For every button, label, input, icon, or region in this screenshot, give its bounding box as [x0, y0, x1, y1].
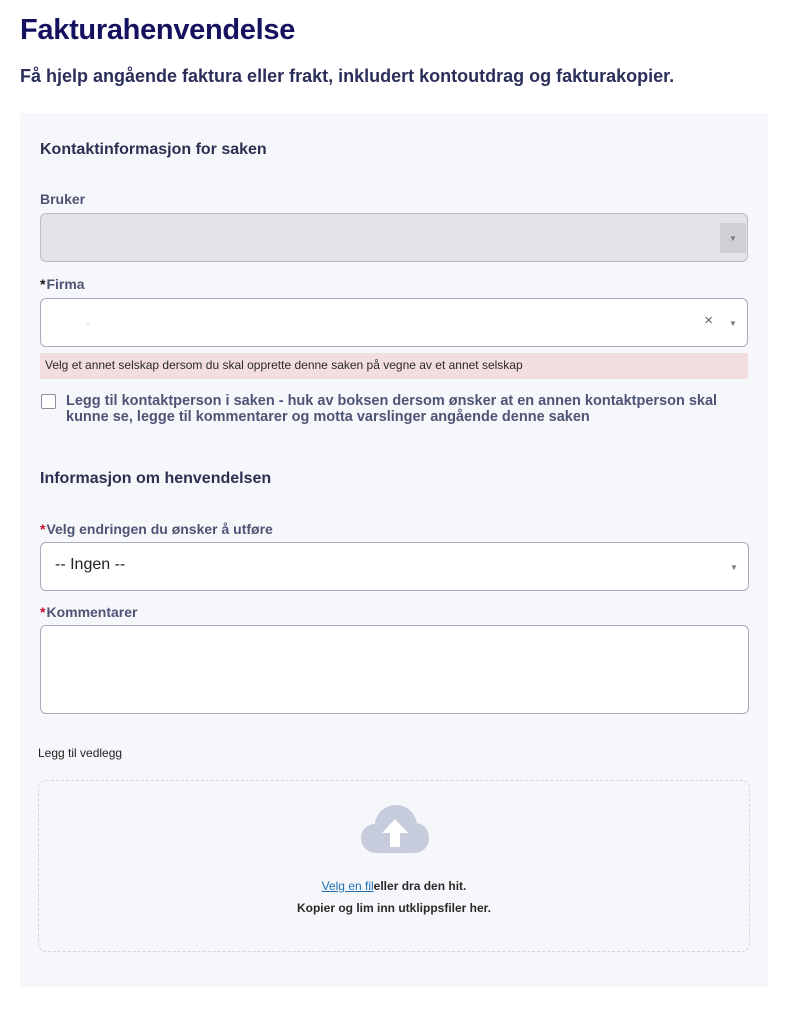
required-marker: *: [40, 604, 46, 620]
contact-section-title: Kontaktinformasjon for saken: [40, 141, 267, 158]
company-alert: Velg et annet selskap dersom du skal opprette denne saken på vegne av et annet selskap: [40, 353, 748, 379]
chevron-down-icon[interactable]: ▼: [729, 318, 737, 328]
comments-label: [40, 604, 137, 620]
request-section-title: Informasjon om henvendelsen: [40, 470, 272, 487]
dropzone-instructions: [39, 879, 749, 893]
page-subtitle: Få hjelp angående faktura eller frakt, inkludert kontoutdrag og fakturakopier.: [20, 66, 675, 86]
chevron-down-icon[interactable]: ▼: [720, 223, 746, 253]
change-label: [40, 521, 273, 537]
paste-instructions: Kopier og lim inn utklippsfiler her.: [296, 901, 492, 915]
change-label-text: Velg endringen du ønsker å utføre: [46, 521, 273, 537]
file-dropzone[interactable]: [38, 780, 750, 952]
drag-here-text: eller dra den hit.: [373, 879, 467, 893]
user-select[interactable]: [40, 213, 748, 262]
user-label: Bruker: [40, 191, 86, 207]
change-select-value: -- Ingen --: [55, 556, 126, 573]
change-select[interactable]: [40, 542, 749, 591]
attachments-label: Legg til vedlegg: [38, 746, 123, 760]
page-title: Fakturahenvendelse: [20, 14, 296, 46]
add-contact-label[interactable]: Legg til kontaktperson i saken - huk av boksen dersom ønsker at en annen kontaktperson skal kunne se, legge til kommentarer og motta varslinger angående denne saken: [66, 393, 718, 425]
company-label-text: Firma: [46, 276, 85, 292]
choose-file-link[interactable]: Velg en fil: [321, 879, 374, 893]
required-marker: *: [40, 276, 46, 292]
company-select[interactable]: [40, 298, 748, 347]
required-marker: *: [40, 521, 46, 537]
add-contact-checkbox[interactable]: [41, 394, 56, 409]
placeholder-dot: [87, 323, 89, 324]
comments-textarea[interactable]: [40, 625, 749, 714]
company-label: [40, 276, 85, 292]
clear-icon[interactable]: ×: [704, 312, 713, 329]
comments-label-text: Kommentarer: [46, 604, 138, 620]
cloud-upload-icon: [361, 803, 429, 857]
chevron-down-icon[interactable]: ▼: [730, 562, 738, 572]
